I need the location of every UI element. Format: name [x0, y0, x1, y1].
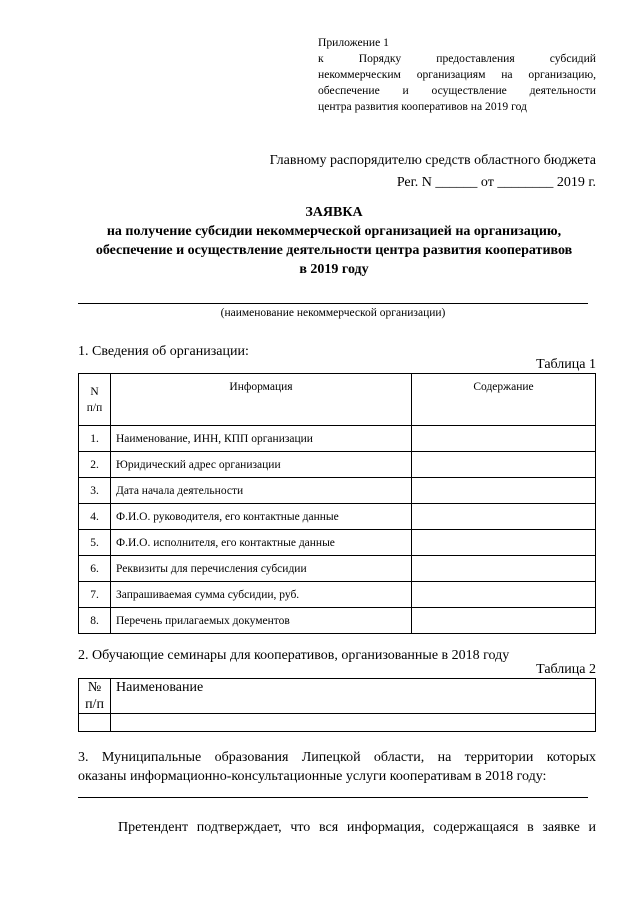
row-num: 8. [79, 608, 111, 634]
table-row [79, 582, 596, 608]
row-content-cell [412, 426, 596, 452]
table2-caption: Таблица 2 [536, 662, 596, 677]
title-heading: ЗАЯВКА [305, 205, 363, 220]
row-content-cell [412, 530, 596, 556]
row-num-cell [79, 714, 111, 732]
appendix-line: к Порядку предоставления субсидий [318, 52, 596, 65]
row-num: 1. [79, 426, 111, 452]
confirmation-text: Претендент подтверждает, что вся информация, содержащаяся в заявке и [118, 820, 596, 835]
header-name: Наименование [111, 679, 596, 714]
row-num: 7. [79, 582, 111, 608]
row-info: Ф.И.О. руководителя, его контактные данные [111, 504, 412, 530]
header-content: Содержание [412, 374, 596, 426]
row-content-cell [412, 608, 596, 634]
table-row [79, 714, 596, 732]
document-title [60, 203, 608, 279]
table-header-row [79, 374, 596, 426]
section2-heading: 2. Обучающие семинары для кооперативов, организованные в 2018 году [78, 648, 510, 663]
header-info: Информация [111, 374, 412, 426]
organization-info-table [78, 373, 596, 634]
row-content-cell [412, 452, 596, 478]
row-content-cell [412, 478, 596, 504]
table-row [79, 426, 596, 452]
row-content-cell [412, 556, 596, 582]
org-name-caption: (наименование некоммерческой организации) [220, 307, 446, 319]
table-row [79, 556, 596, 582]
row-num: 5. [79, 530, 111, 556]
row-info: Перечень прилагаемых документов [111, 608, 412, 634]
appendix-note [318, 35, 596, 115]
header-num: № п/п [79, 679, 111, 714]
org-name-line [78, 303, 588, 304]
table-row [79, 608, 596, 634]
section3-line: оказаны информационно-консультационные услуги кооперативам в 2018 году: [78, 769, 547, 784]
table-row [79, 478, 596, 504]
appendix-line: центра развития кооперативов на 2019 год [318, 100, 527, 113]
row-num: 3. [79, 478, 111, 504]
appendix-line: Приложение 1 [318, 36, 389, 49]
title-line: в 2019 году [299, 262, 369, 277]
row-info: Дата начала деятельности [111, 478, 412, 504]
seminars-table [78, 678, 596, 732]
row-info: Ф.И.О. исполнителя, его контактные данные [111, 530, 412, 556]
title-line: обеспечение и осуществление деятельности центра развития кооперативов [95, 243, 573, 258]
row-content-cell [412, 582, 596, 608]
municipalities-line [78, 797, 588, 798]
registration-line: Рег. N ______ от ________ 2019 г. [396, 175, 596, 190]
section1-heading: 1. Сведения об организации: [78, 344, 249, 359]
section3-line: 3. Муниципальные образования Липецкой области, на территории которых [78, 750, 596, 765]
appendix-line: некоммерческим организациям на организацию, [318, 68, 596, 81]
row-name-cell [111, 714, 596, 732]
row-info: Юридический адрес организации [111, 452, 412, 478]
table-row [79, 504, 596, 530]
title-line: на получение субсидии некоммерческой организацией на организацию, [106, 224, 562, 239]
row-num: 6. [79, 556, 111, 582]
row-num: 4. [79, 504, 111, 530]
addressee-line: Главному распорядителю средств областного бюджета [269, 153, 596, 168]
table-row [79, 452, 596, 478]
header-num: N п/п [79, 374, 111, 426]
section3-paragraph [78, 748, 596, 786]
addressee-block [270, 150, 596, 194]
appendix-line: обеспечение и осуществление деятельности [318, 84, 596, 97]
row-num: 2. [79, 452, 111, 478]
row-info: Реквизиты для перечисления субсидии [111, 556, 412, 582]
row-info: Запрашиваемая сумма субсидии, руб. [111, 582, 412, 608]
table-header-row [79, 679, 596, 714]
row-info: Наименование, ИНН, КПП организации [111, 426, 412, 452]
table-row [79, 530, 596, 556]
table1-caption: Таблица 1 [536, 357, 596, 372]
row-content-cell [412, 504, 596, 530]
